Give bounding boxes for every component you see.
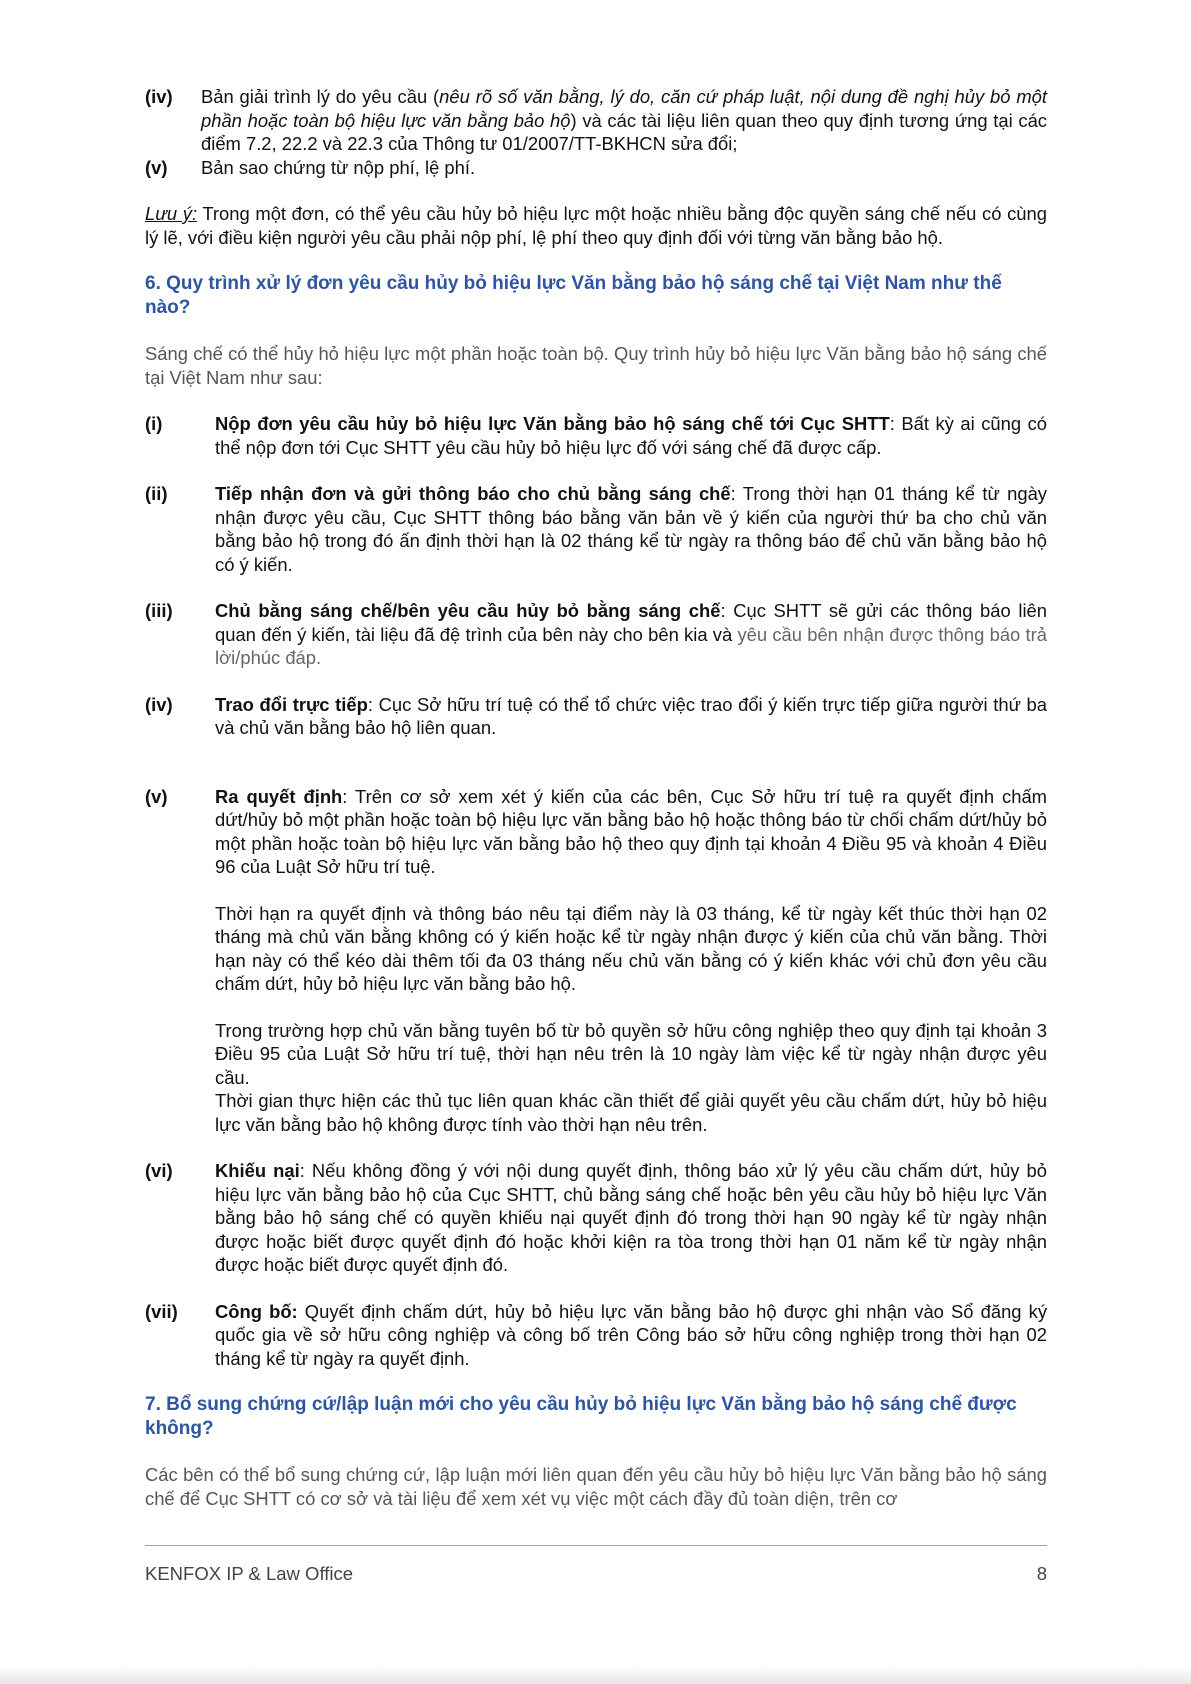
step-description: : Trong thời hạn 01 tháng kể từ ngày nhận được yêu cầu, Cục SHTT thông báo bằng văn bản về ý kiến của người thứ ba cho chủ văn bằng bảo hộ trong đó ấn định thời hạn là 02 tháng kể từ ngày ra thông báo để chủ văn bằng bảo hộ có ý kiến.: [215, 483, 1047, 575]
step-paragraph: [215, 785, 1047, 879]
list-text: Bản sao chứng từ nộp phí, lệ phí.: [201, 156, 476, 178]
step-text: [215, 1300, 1047, 1371]
list-label: (v): [145, 156, 168, 178]
step-text: [215, 693, 1047, 740]
page-content: [145, 85, 1047, 1510]
step-description: : Trên cơ sở xem xét ý kiến của các bên, Cục Sở hữu trí tuệ ra quyết định chấm dứt/hủy bỏ một phần hoặc toàn bộ hiệu lực văn bằng bảo hộ hoặc thông báo từ chối chấm dứt/hủy bỏ một phần hoặc toàn bộ hiệu lực văn bằng bảo hộ theo quy định tại khoản 4 Điều 95 và khoản 4 Điều 96 của Luật Sở hữu trí tuệ.: [215, 785, 1048, 877]
section-6-intro: Sáng chế có thể hủy hỏ hiệu lực một phần hoặc toàn bộ. Quy trình hủy bỏ hiệu lực Văn bằng bảo hộ sáng chế tại Việt Nam như sau:: [145, 343, 1047, 388]
step-description-gray: yêu cầu bên nhận được thông báo trả lời/phúc đáp.: [215, 623, 1047, 668]
step-text: [215, 1159, 1047, 1277]
step-label: (v): [145, 785, 168, 807]
page-edge-shadow: [0, 1666, 1191, 1684]
section-6-heading: 6. Quy trình xử lý đơn yêu cầu hủy bỏ hiệu lực Văn bằng bảo hộ sáng chế tại Việt Nam như thế nào?: [145, 273, 1002, 318]
step-title: Khiếu nại: [215, 1160, 300, 1181]
section-7-intro: Các bên có thể bổ sung chứng cứ, lập luận mới liên quan đến yêu cầu hủy bỏ hiệu lực Văn bằng bảo hộ sáng chế để Cục SHTT có cơ sở và tài liệu để xem xét vụ việc một cách đầy đủ toàn diện, trên cơ: [145, 1464, 1047, 1509]
list-text-italic: nêu rõ số văn bằng, lý do, căn cứ pháp luật, nội dung đề nghị hủy bỏ một phần hoặc toàn bộ hiệu lực văn bằng bảo hộ: [201, 86, 1047, 131]
step-title: Công bố:: [215, 1300, 298, 1322]
list-text: [201, 85, 1047, 156]
step-label: (vi): [145, 1160, 173, 1181]
section-7-heading: 7. Bổ sung chứng cứ/lập luận mới cho yêu cầu hủy bỏ hiệu lực Văn bằng bảo hộ sáng chế được không?: [145, 1394, 1017, 1439]
step-description: Quyết định chấm dứt, hủy bỏ hiệu lực văn bằng bảo hộ được ghi nhận vào Sổ đăng ký quốc gia về sở hữu công nghiệp và công bố trên Công báo sở hữu công nghiệp trong thời hạn 02 tháng kể từ ngày ra quyết định.: [215, 1300, 1048, 1369]
step-text: [215, 482, 1047, 576]
step-paragraph: Thời hạn ra quyết định và thông báo nêu tại điểm này là 03 tháng, kể từ ngày kết thúc thời hạn 02 tháng mà chủ văn bằng không có ý kiến hoặc kể từ ngày nhận được ý kiến của chủ văn bằng. Thời hạn này có thể kéo dài thêm tối đa 03 tháng nếu chủ văn bằng có ý kiến khác với chủ đơn yêu cầu chấm dứt, hủy bỏ hiệu lực văn bằng bảo hộ.: [215, 902, 1047, 994]
step-title: Tiếp nhận đơn và gửi thông báo cho chủ bằng sáng chế: [215, 483, 731, 504]
step-text: [215, 785, 1047, 1137]
step-label: (i): [145, 413, 163, 434]
step-description: : Cục SHTT sẽ gửi các thông báo liên quan đến ý kiến, tài liệu đã đệ trình của bên này cho bên kia và: [215, 600, 1047, 645]
list-label: (iv): [145, 86, 173, 107]
step-paragraph: Trong trường hợp chủ văn bằng tuyên bố từ bỏ quyền sở hữu công nghiệp theo quy định tại khoản 3 Điều 95 của Luật Sở hữu trí tuệ, thời hạn nêu trên là 10 ngày làm việc kể từ ngày nhận được yêu cầu.: [215, 1019, 1047, 1088]
step-label: (ii): [145, 483, 168, 504]
note-text: Trong một đơn, có thể yêu cầu hủy bỏ hiệu lực một hoặc nhiều bằng độc quyền sáng chế nếu có cùng lý lẽ, với điều kiện người yêu cầu phải nộp phí, lệ phí theo quy định đối với từng văn bằng bảo hộ.: [145, 203, 1047, 248]
step-description: : Bất kỳ ai cũng có thể nộp đơn tới Cục SHTT yêu cầu hủy bỏ hiệu lực đố với sáng chế đã được cấp.: [215, 413, 1047, 458]
step-item: [145, 599, 1047, 670]
step-title: Nộp đơn yêu cầu hủy bỏ hiệu lực Văn bằng bảo hộ sáng chế tới Cục SHTT: [215, 413, 890, 434]
step-label: (vii): [145, 1300, 178, 1322]
list-text-part: Bản giải trình lý do yêu cầu (: [201, 86, 440, 107]
step-item: [145, 1159, 1047, 1277]
step-text: [215, 599, 1047, 670]
note-label: Lưu ý:: [145, 203, 198, 224]
step-label: (iii): [145, 600, 173, 621]
step-title: Trao đổi trực tiếp: [215, 693, 368, 715]
page-number: 8: [1036, 1563, 1047, 1584]
step-description: : Cục Sở hữu trí tuệ có thể tổ chức việc trao đổi ý kiến trực tiếp giữa người thứ ba và chủ văn bằng bảo hộ liên quan.: [215, 693, 1047, 738]
step-text: [215, 412, 1047, 459]
list-text-part: ) và các tài liệu liên quan theo quy định tương ứng tại các điểm 7.2, 22.2 và 22.3 của Thông tư 01/2007/TT-BKHCN sửa đổi;: [201, 109, 1047, 154]
footer-company: KENFOX IP & Law Office: [145, 1563, 354, 1584]
note-paragraph: [145, 202, 1047, 249]
step-description: : Nếu không đồng ý với nội dung quyết định, thông báo xử lý yêu cầu chấm dứt, hủy bỏ hiệu lực văn bằng bảo hộ của Cục SHTT, chủ bằng sáng chế hoặc bên yêu cầu hủy bỏ hiệu lực Văn bằng bảo hộ sáng chế có quyền khiếu nại quyết định đó trong thời hạn 90 ngày kể từ ngày nhận được hoặc biết được quyết định đó hoặc khởi kiện ra tòa trong thời hạn 01 năm kể từ ngày nhận được hoặc biết được quyết định đó.: [215, 1160, 1047, 1275]
doc-list-item: [145, 156, 1047, 180]
step-item: [145, 412, 1047, 459]
step-title: Chủ bằng sáng chế/bên yêu cầu hủy bỏ bằng sáng chế: [215, 600, 721, 621]
step-item: [145, 693, 1047, 740]
step-item: [145, 482, 1047, 576]
doc-list-item: [145, 85, 1047, 156]
step-item: [145, 1300, 1047, 1371]
step-label: (iv): [145, 693, 173, 715]
footer-rule: [145, 1545, 1047, 1546]
step-item: [145, 785, 1047, 1137]
step-paragraph: Thời gian thực hiện các thủ tục liên quan khác cần thiết để giải quyết yêu cầu chấm dứt, hủy bỏ hiệu lực văn bằng bảo hộ không được tính vào thời hạn nêu trên.: [215, 1090, 1047, 1135]
step-title: Ra quyết định: [215, 785, 343, 807]
